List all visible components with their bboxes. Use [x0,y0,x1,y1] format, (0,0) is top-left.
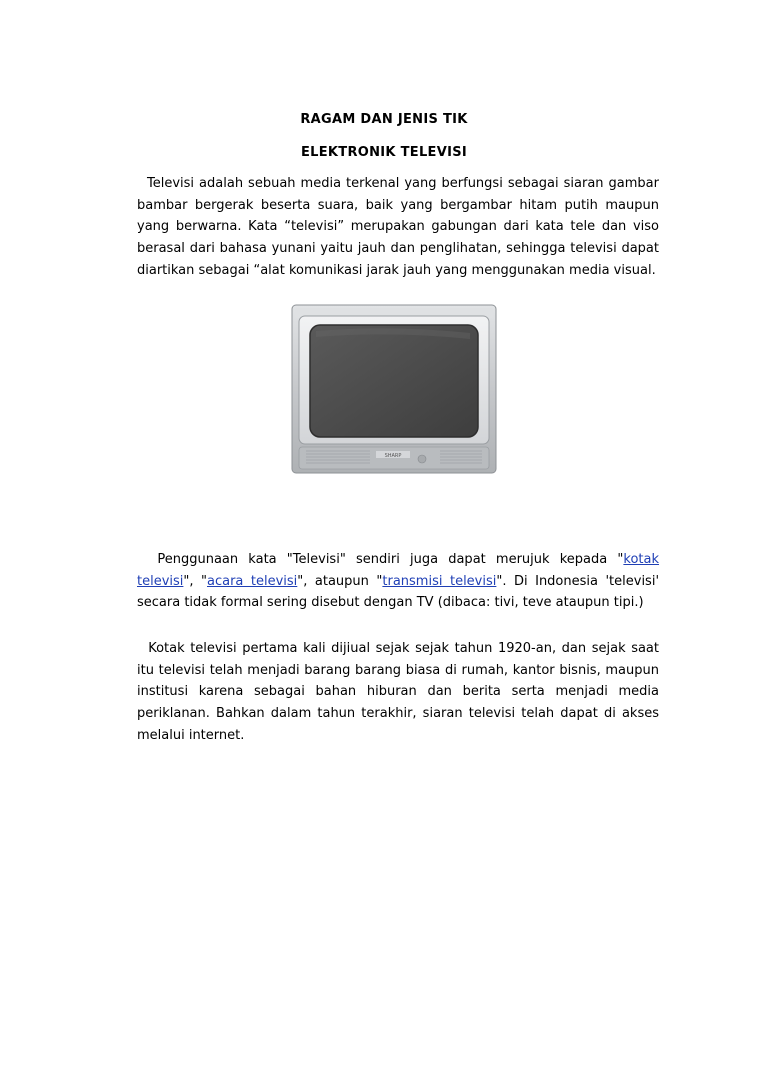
paragraph-history [137,638,659,747]
tv-power-button-icon [418,455,426,463]
paragraph-intro-text: Televisi adalah sebuah media terkenal yang berfungsi sebagai siaran gambar bambar bergerak beserta suara, baik yang bergambar hitam putih maupun yang berwarna. Kata “televisi” merupakan gabungan dari kata tele dan viso berasal dari bahasa yunani yaitu jauh dan penglihatan, sehingga televisi dapat diartikan sebagai “alat komunikasi jarak jauh yang menggunakan media visual. [137,176,659,278]
link-acara-televisi[interactable]: acara televisi [207,573,298,589]
paragraph-usage-text-4: ". Di Indonesia 'televisi' secara tidak formal sering disebut dengan TV (dibaca: tivi, teve ataupun tipi.) [137,573,660,611]
paragraph-history-text: Kotak televisi pertama kali dijiual sejak sejak tahun 1920-an, dan sejak saat itu televisi telah menjadi barang barang biasa di rumah, kantor bisnis, maupun institusi karena sebagai bahan hiburan dan berita serta menjadi media periklanan. Bahkan dalam tahun terakhir, siaran televisi telah dapat di akses melalui internet. [137,641,659,743]
paragraph-usage-text-2: ", " [183,573,207,589]
paragraph-usage [137,549,659,614]
paragraph-usage-text-1: Penggunaan kata "Televisi" sendiri juga dapat merujuk kepada " [157,552,624,567]
document-subtitle: ELEKTRONIK TELEVISI [300,145,468,160]
tv-brand-label: SHARP [384,453,402,459]
link-kotak-televisi[interactable]: kotak televisi [137,552,660,589]
document-title: RAGAM DAN JENIS TIK [300,112,468,127]
paragraph-usage-text-3: ", ataupun " [297,573,383,589]
paragraph-intro [137,173,659,282]
television-image [290,303,498,475]
link-transmisi-televisi[interactable]: transmisi televisi [382,573,497,589]
